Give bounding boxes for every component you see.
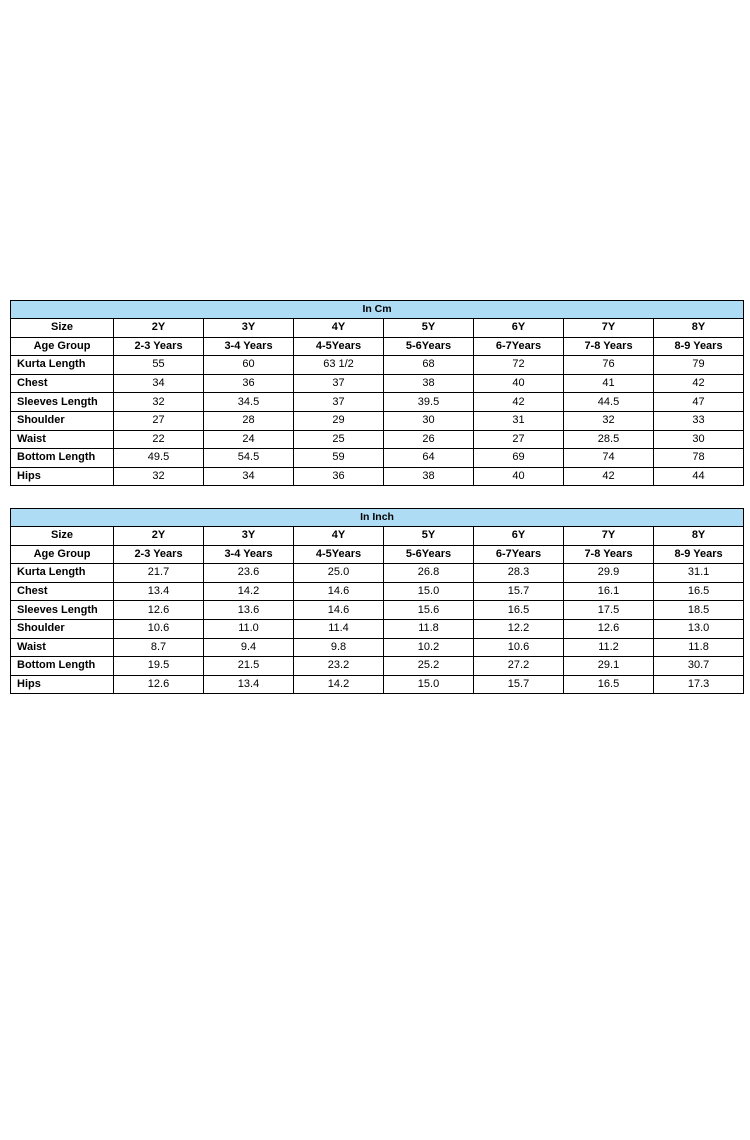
measurement-value: 30	[654, 430, 744, 449]
measurement-value: 27	[114, 411, 204, 430]
measurement-value: 78	[654, 449, 744, 468]
size-header-cell: 4Y	[294, 319, 384, 338]
size-header-cell: 8Y	[654, 527, 744, 546]
measurement-label: Kurta Length	[11, 356, 114, 375]
size-header-cell: 5Y	[384, 527, 474, 546]
measurement-value: 37	[294, 393, 384, 412]
measurement-label: Hips	[11, 467, 114, 486]
measurement-value: 10.2	[384, 638, 474, 657]
table-row	[11, 393, 744, 412]
measurement-value: 30.7	[654, 657, 744, 676]
measurement-value: 31	[474, 411, 564, 430]
table-row	[11, 374, 744, 393]
measurement-value: 12.6	[114, 601, 204, 620]
table-title-row	[11, 509, 744, 527]
age-group-cell: 6-7Years	[474, 337, 564, 356]
size-header-cell: 2Y	[114, 527, 204, 546]
measurement-value: 59	[294, 449, 384, 468]
measurement-value: 15.6	[384, 601, 474, 620]
measurement-value: 29.9	[564, 564, 654, 583]
measurement-value: 54.5	[204, 449, 294, 468]
measurement-label: Shoulder	[11, 411, 114, 430]
measurement-value: 40	[474, 467, 564, 486]
measurement-value: 28	[204, 411, 294, 430]
measurement-value: 16.5	[564, 675, 654, 694]
table-row	[11, 601, 744, 620]
age-group-cell: 4-5Years	[294, 337, 384, 356]
measurement-value: 29.1	[564, 657, 654, 676]
measurement-value: 30	[384, 411, 474, 430]
measurement-value: 31.1	[654, 564, 744, 583]
table-row	[11, 582, 744, 601]
table-row	[11, 564, 744, 583]
age-group-cell: 8-9 Years	[654, 545, 744, 564]
measurement-value: 63 1/2	[294, 356, 384, 375]
table-row	[11, 411, 744, 430]
age-group-cell: 3-4 Years	[204, 545, 294, 564]
measurement-value: 60	[204, 356, 294, 375]
age-group-row	[11, 545, 744, 564]
measurement-value: 15.0	[384, 675, 474, 694]
measurement-value: 9.4	[204, 638, 294, 657]
measurement-value: 10.6	[474, 638, 564, 657]
measurement-value: 13.4	[204, 675, 294, 694]
measurement-value: 23.2	[294, 657, 384, 676]
measurement-value: 41	[564, 374, 654, 393]
age-group-cell: 7-8 Years	[564, 545, 654, 564]
measurement-label: Waist	[11, 638, 114, 657]
size-header-cell: 6Y	[474, 527, 564, 546]
measurement-value: 9.8	[294, 638, 384, 657]
table-row	[11, 657, 744, 676]
measurement-value: 17.3	[654, 675, 744, 694]
measurement-value: 22	[114, 430, 204, 449]
measurement-value: 79	[654, 356, 744, 375]
age-group-cell: 2-3 Years	[114, 545, 204, 564]
measurement-value: 11.8	[384, 619, 474, 638]
measurement-value: 55	[114, 356, 204, 375]
measurement-value: 34	[114, 374, 204, 393]
table-row	[11, 467, 744, 486]
measurement-label: Shoulder	[11, 619, 114, 638]
measurement-value: 36	[294, 467, 384, 486]
measurement-value: 13.0	[654, 619, 744, 638]
table-row	[11, 356, 744, 375]
measurement-value: 25	[294, 430, 384, 449]
size-header-row	[11, 527, 744, 546]
table-title: In Inch	[11, 509, 744, 527]
measurement-value: 27	[474, 430, 564, 449]
size-label: Size	[11, 527, 114, 546]
measurement-value: 26	[384, 430, 474, 449]
measurement-value: 17.5	[564, 601, 654, 620]
measurement-value: 76	[564, 356, 654, 375]
size-header-cell: 3Y	[204, 319, 294, 338]
measurement-value: 44.5	[564, 393, 654, 412]
measurement-value: 42	[564, 467, 654, 486]
measurement-value: 11.2	[564, 638, 654, 657]
measurement-value: 40	[474, 374, 564, 393]
measurement-value: 11.0	[204, 619, 294, 638]
measurement-value: 38	[384, 467, 474, 486]
size-header-cell: 2Y	[114, 319, 204, 338]
measurement-value: 42	[474, 393, 564, 412]
age-group-cell: 2-3 Years	[114, 337, 204, 356]
table-row	[11, 430, 744, 449]
measurement-value: 33	[654, 411, 744, 430]
measurement-label: Waist	[11, 430, 114, 449]
age-group-cell: 5-6Years	[384, 545, 474, 564]
measurement-value: 10.6	[114, 619, 204, 638]
age-group-cell: 8-9 Years	[654, 337, 744, 356]
table-row	[11, 619, 744, 638]
measurement-value: 8.7	[114, 638, 204, 657]
measurement-label: Kurta Length	[11, 564, 114, 583]
size-chart-cm-table	[10, 300, 744, 486]
size-label: Size	[11, 319, 114, 338]
measurement-label: Hips	[11, 675, 114, 694]
measurement-value: 13.4	[114, 582, 204, 601]
measurement-value: 14.2	[204, 582, 294, 601]
table-row	[11, 449, 744, 468]
measurement-value: 19.5	[114, 657, 204, 676]
measurement-value: 47	[654, 393, 744, 412]
measurement-value: 11.4	[294, 619, 384, 638]
age-group-cell: 4-5Years	[294, 545, 384, 564]
measurement-value: 34.5	[204, 393, 294, 412]
measurement-value: 44	[654, 467, 744, 486]
measurement-value: 27.2	[474, 657, 564, 676]
measurement-value: 28.5	[564, 430, 654, 449]
measurement-value: 21.5	[204, 657, 294, 676]
size-header-cell: 3Y	[204, 527, 294, 546]
measurement-value: 69	[474, 449, 564, 468]
measurement-value: 74	[564, 449, 654, 468]
measurement-value: 38	[384, 374, 474, 393]
measurement-value: 42	[654, 374, 744, 393]
size-header-cell: 5Y	[384, 319, 474, 338]
measurement-value: 64	[384, 449, 474, 468]
measurement-value: 15.7	[474, 582, 564, 601]
measurement-value: 26.8	[384, 564, 474, 583]
measurement-value: 16.1	[564, 582, 654, 601]
age-group-label: Age Group	[11, 337, 114, 356]
measurement-value: 21.7	[114, 564, 204, 583]
measurement-value: 32	[114, 467, 204, 486]
measurement-label: Sleeves Length	[11, 601, 114, 620]
measurement-value: 16.5	[654, 582, 744, 601]
size-header-cell: 4Y	[294, 527, 384, 546]
measurement-value: 36	[204, 374, 294, 393]
table-title: In Cm	[11, 301, 744, 319]
measurement-value: 72	[474, 356, 564, 375]
age-group-cell: 6-7Years	[474, 545, 564, 564]
measurement-value: 24	[204, 430, 294, 449]
measurement-label: Bottom Length	[11, 449, 114, 468]
measurement-value: 14.6	[294, 601, 384, 620]
measurement-value: 12.6	[114, 675, 204, 694]
measurement-value: 13.6	[204, 601, 294, 620]
size-header-row	[11, 319, 744, 338]
measurement-value: 28.3	[474, 564, 564, 583]
measurement-value: 32	[114, 393, 204, 412]
measurement-value: 14.2	[294, 675, 384, 694]
measurement-label: Sleeves Length	[11, 393, 114, 412]
table-row	[11, 675, 744, 694]
measurement-value: 68	[384, 356, 474, 375]
measurement-label: Bottom Length	[11, 657, 114, 676]
table-title-row	[11, 301, 744, 319]
age-group-cell: 7-8 Years	[564, 337, 654, 356]
age-group-cell: 5-6Years	[384, 337, 474, 356]
size-header-cell: 6Y	[474, 319, 564, 338]
measurement-value: 37	[294, 374, 384, 393]
measurement-value: 16.5	[474, 601, 564, 620]
measurement-value: 11.8	[654, 638, 744, 657]
measurement-value: 32	[564, 411, 654, 430]
measurement-value: 23.6	[204, 564, 294, 583]
measurement-value: 29	[294, 411, 384, 430]
measurement-value: 14.6	[294, 582, 384, 601]
age-group-cell: 3-4 Years	[204, 337, 294, 356]
size-header-cell: 7Y	[564, 527, 654, 546]
table-row	[11, 638, 744, 657]
measurement-label: Chest	[11, 582, 114, 601]
measurement-value: 12.2	[474, 619, 564, 638]
size-header-cell: 8Y	[654, 319, 744, 338]
measurement-value: 15.0	[384, 582, 474, 601]
measurement-value: 15.7	[474, 675, 564, 694]
measurement-value: 49.5	[114, 449, 204, 468]
measurement-label: Chest	[11, 374, 114, 393]
measurement-value: 18.5	[654, 601, 744, 620]
measurement-value: 25.0	[294, 564, 384, 583]
measurement-value: 12.6	[564, 619, 654, 638]
measurement-value: 25.2	[384, 657, 474, 676]
age-group-row	[11, 337, 744, 356]
size-header-cell: 7Y	[564, 319, 654, 338]
measurement-value: 34	[204, 467, 294, 486]
size-chart-inch-table	[10, 508, 744, 694]
age-group-label: Age Group	[11, 545, 114, 564]
measurement-value: 39.5	[384, 393, 474, 412]
